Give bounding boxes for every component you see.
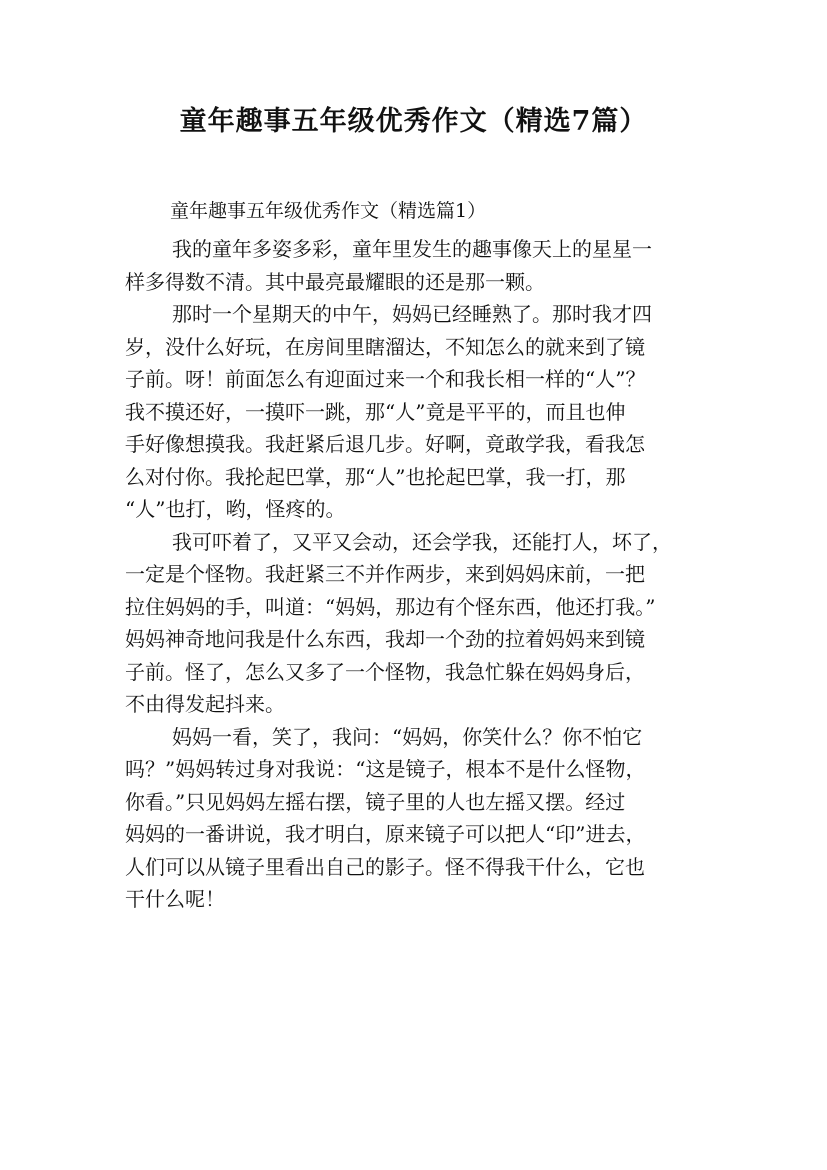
paragraph (125, 298, 725, 526)
text-line: 吗？”妈妈转过身对我说：“这是镜子，根本不是什么怪物， (125, 757, 646, 781)
text-line: “人”也打，哟，怪疼的。 (125, 497, 346, 521)
text-line: 拉住妈妈的手，叫道：“妈妈，那边有个怪东西，他还打我。” (125, 594, 656, 619)
text-line: 妈妈的一番讲说，我才明白，原来镜子可以把人“印”进去， (125, 822, 646, 846)
essay-body (125, 233, 725, 916)
section-heading: 童年趣事五年级优秀作文（精选篇1） (170, 200, 487, 222)
text-line: 子前。呀！前面怎么有迎面过来一个和我长相一样的“人”？ (125, 367, 646, 391)
paragraph (125, 233, 725, 298)
text-line: 我的童年多姿多彩，童年里发生的趣事像天上的星星一 (172, 237, 652, 261)
text-line: 岁，没什么好玩，在房间里瞎溜达，不知怎么的就来到了镜 (125, 334, 645, 359)
text-line: 你看。”只见妈妈左摇右摆，镜子里的人也左摇又摆。经过 (125, 789, 626, 814)
text-line: 干什么呢！ (125, 887, 225, 911)
text-line: 那时一个星期天的中午，妈妈已经睡熟了。那时我才四 (172, 302, 652, 326)
text-line: 我可吓着了，又平又会动，还会学我，还能打人，坏了， (172, 529, 672, 554)
text-line: 人们可以从镜子里看出自己的影子。怪不得我干什么，它也 (125, 854, 645, 879)
text-line: 一定是个怪物。我赶紧三不并作两步，来到妈妈床前，一把 (125, 562, 645, 586)
paragraph (125, 721, 725, 916)
document-title: 童年趣事五年级优秀作文（精选7篇） (179, 106, 648, 137)
text-line: 我不摸还好，一摸吓一跳，那“人”竟是平平的，而且也伸 (125, 399, 626, 424)
text-line: 手好像想摸我。我赶紧后退几步。好啊，竟敢学我，看我怎 (125, 432, 645, 456)
text-line: 子前。怪了，怎么又多了一个怪物，我急忙躲在妈妈身后， (125, 659, 645, 684)
text-line: 不由得发起抖来。 (125, 692, 285, 716)
paragraph (125, 526, 725, 721)
text-line: 么对付你。我抡起巴掌，那“人”也抡起巴掌，我一打，那 (125, 464, 626, 489)
text-line: 样多得数不清。其中最亮最耀眼的还是那一颗。 (125, 269, 545, 294)
text-line: 妈妈神奇地问我是什么东西，我却一个劲的拉着妈妈来到镜 (125, 627, 645, 651)
text-line: 妈妈一看，笑了，我问：“妈妈，你笑什么？你不怕它 (172, 724, 643, 749)
